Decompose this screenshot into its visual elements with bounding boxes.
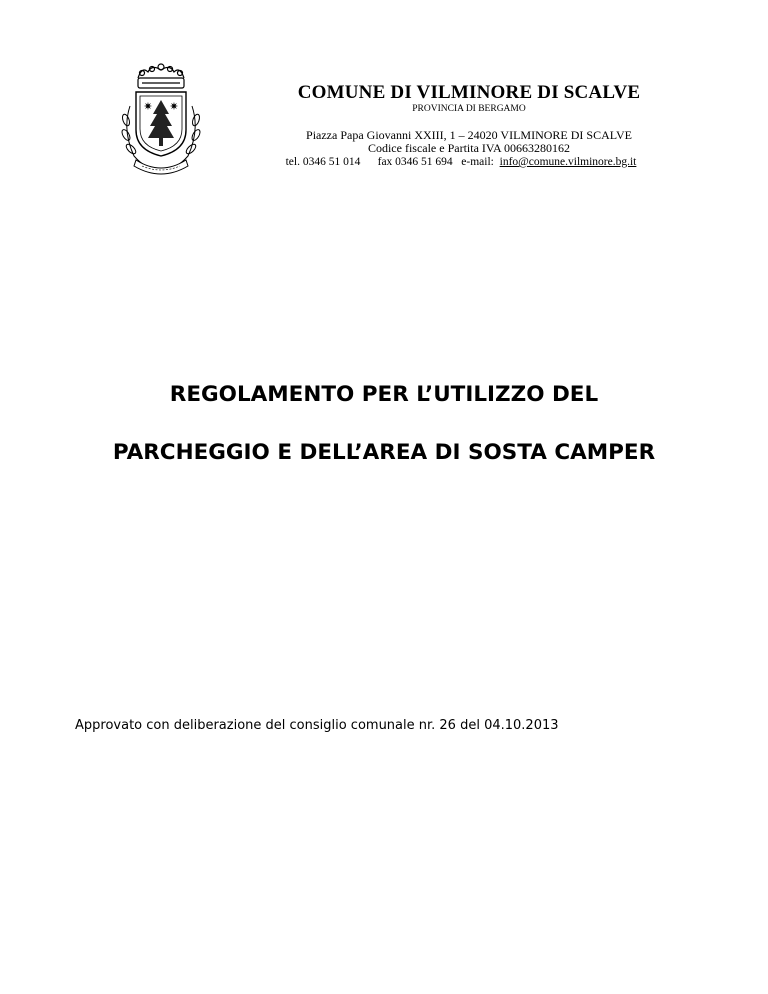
document-title-line-2: PARCHEGGIO E DELL’AREA DI SOSTA CAMPER (112, 440, 656, 465)
phone-number: tel. 0346 51 014 (285, 156, 361, 168)
letterhead (262, 82, 676, 169)
svg-text:✷: ✷ (169, 100, 179, 113)
postal-address: Piazza Papa Giovanni XXIII, 1 – 24020 VILMINORE DI SCALVE (306, 128, 632, 142)
svg-text:✷: ✷ (143, 100, 153, 113)
organization-name: COMUNE DI VILMINORE DI SCALVE (297, 82, 641, 103)
crown-icon (138, 64, 184, 88)
contact-line (246, 155, 676, 169)
fax-number: fax 0346 51 694 (377, 156, 453, 168)
shield-icon (136, 92, 186, 156)
tax-codes: Codice fiscale e Partita IVA 00663280162 (367, 141, 571, 155)
approval-note: Approvato con deliberazione del consiglio comunale nr. 26 del 04.10.2013 (75, 718, 559, 733)
email-label: e-mail: (461, 156, 494, 168)
province-name: PROVINCIA DI BERGAMO (412, 104, 526, 114)
coat-of-arms-icon (112, 60, 210, 180)
document-title-line-1: REGOLAMENTO PER L’UTILIZZO DEL (169, 382, 599, 407)
email-link[interactable]: info@comune.vilminore.bg.it (499, 156, 637, 168)
ribbon-icon (134, 160, 188, 174)
